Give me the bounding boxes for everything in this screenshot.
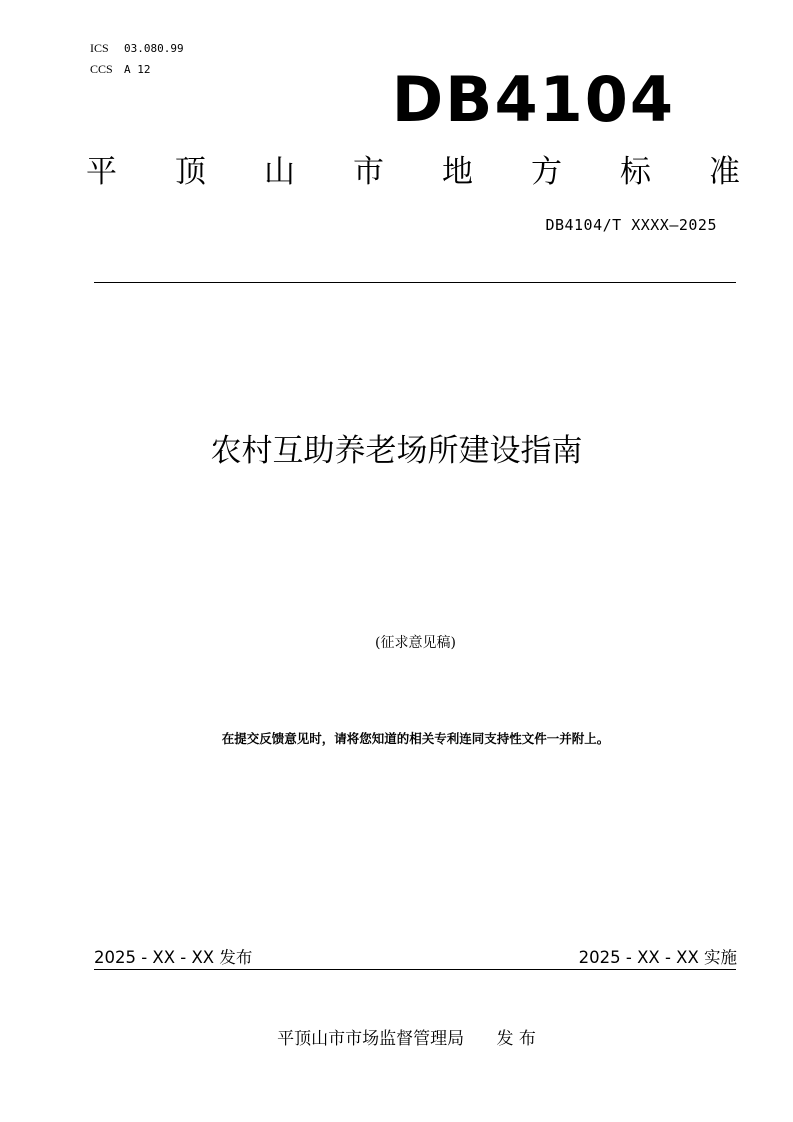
- standard-type-title: [86, 150, 740, 194]
- ics-value: 03.080.99: [124, 42, 184, 55]
- standard-number: DB4104/T XXXX—2025: [545, 216, 717, 234]
- standard-type-char: 顶: [175, 154, 206, 190]
- document-title: 农村互助养老场所建设指南: [210, 433, 583, 469]
- ics-row: [90, 38, 184, 59]
- publisher-line: [0, 1024, 793, 1049]
- patent-notice: 在提交反馈意见时，请将您知道的相关专利连同支持性文件一并附上。: [221, 731, 610, 746]
- bottom-divider: [94, 969, 736, 970]
- classification-block: [90, 38, 184, 80]
- ccs-row: [90, 59, 184, 80]
- ics-label: ICS: [90, 41, 109, 55]
- implementation-date: 2025 - XX - XX 实施: [578, 948, 737, 967]
- standard-type-char: 平: [86, 154, 117, 190]
- standard-type-char: 方: [531, 154, 562, 190]
- publisher-action: 发 布: [496, 1029, 536, 1049]
- standard-type-char: 标: [620, 154, 651, 190]
- publisher-name: 平顶山市市场监督管理局: [277, 1029, 465, 1049]
- standard-type-char: 准: [709, 154, 740, 190]
- standard-type-char: 地: [442, 154, 473, 190]
- top-divider: [94, 282, 736, 283]
- standard-type-char: 山: [264, 154, 295, 190]
- standard-code: DB4104: [391, 63, 675, 136]
- standard-type-char: 市: [353, 154, 384, 190]
- draft-label: (征求意见稿): [375, 635, 456, 651]
- ccs-label: CCS: [90, 62, 113, 76]
- ccs-value: A 12: [124, 63, 151, 76]
- release-date: 2025 - XX - XX 发布: [94, 948, 253, 967]
